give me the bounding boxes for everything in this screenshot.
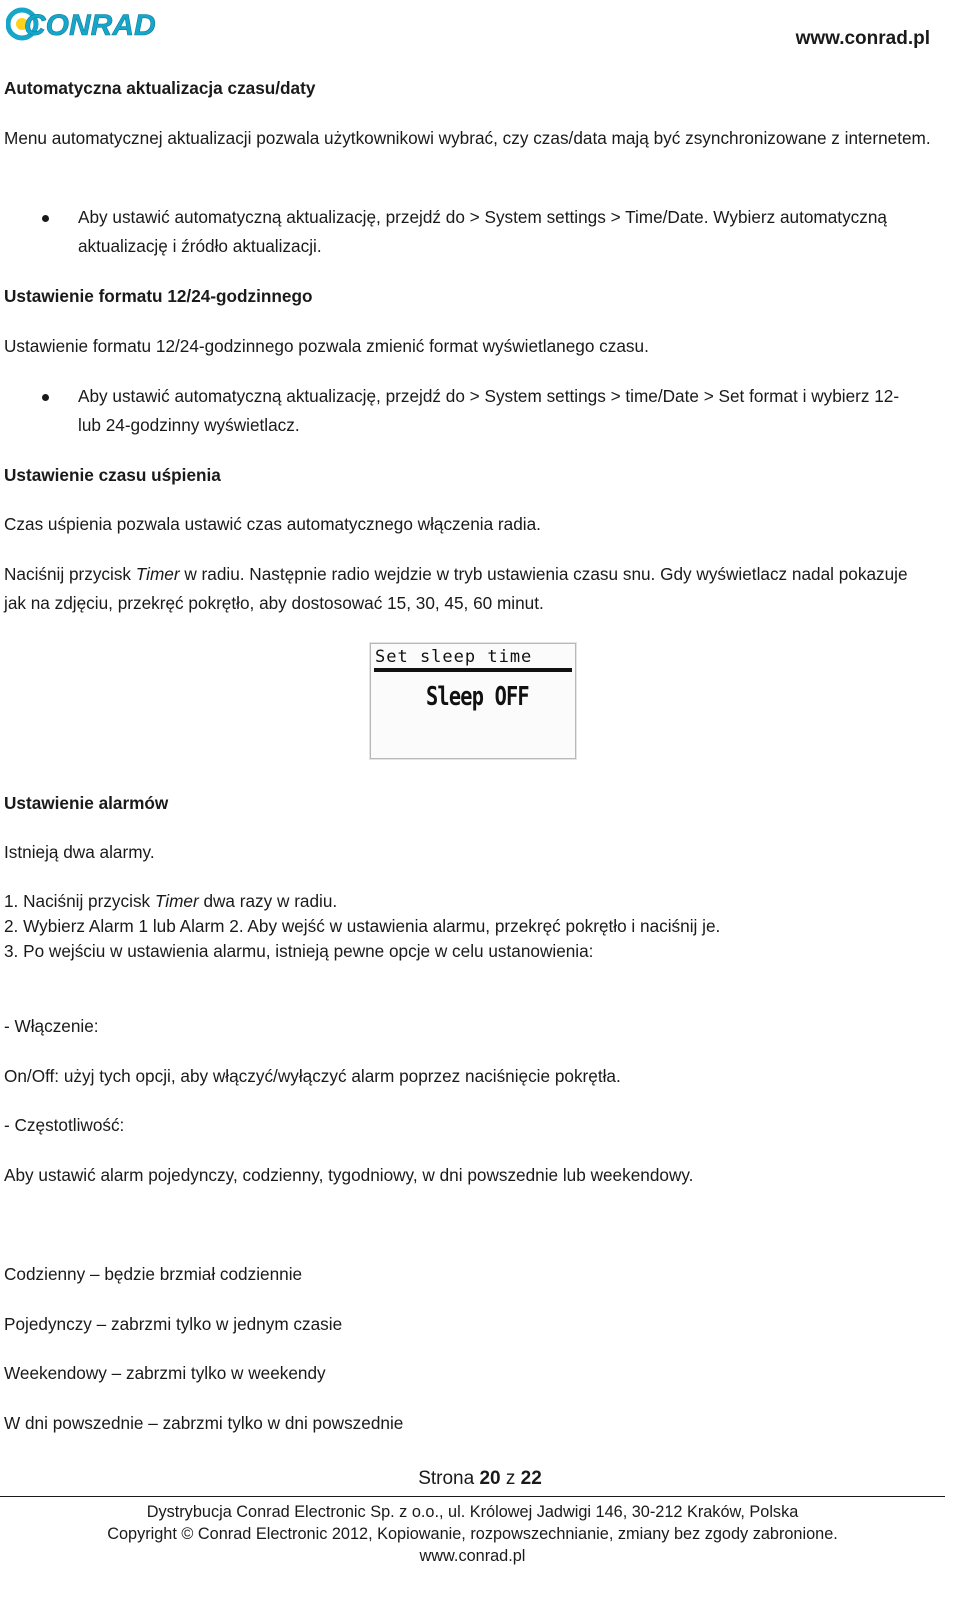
heading-alarms: Ustawienie alarmów: [4, 793, 169, 813]
option-single: Pojedynczy – zabrzmi tylko w jednym czasie: [4, 1314, 343, 1334]
timer-button-ref: Timer: [154, 891, 199, 911]
page-sep: z: [500, 1468, 521, 1489]
alarm-on-heading: - Włączenie:: [4, 1016, 99, 1036]
auto-update-bullet-text: Aby ustawić automatyczną aktualizację, przejdź do > System settings > Time/Date. Wybierz automatyczną aktualizację i źródło aktualizacji.: [78, 207, 887, 256]
heading-auto-update: Automatyczna aktualizacja czasu/daty: [4, 78, 316, 98]
sleep-time-display-image: [370, 643, 576, 759]
display-divider: [374, 668, 572, 672]
bullet-icon: [42, 394, 49, 401]
footer-copyright: Copyright © Conrad Electronic 2012, Kopiowanie, rozpowszechnianie, zmiany bez zgody zabronione.: [107, 1525, 838, 1543]
display-value: Sleep OFF: [426, 682, 529, 712]
auto-update-body: Menu automatycznej aktualizacji pozwala użytkownikowi wybrać, czy czas/data mają być zsynchronizowane z internetem.: [4, 128, 931, 148]
alarm-frequency-heading: - Częstotliwość:: [4, 1115, 125, 1135]
page-number: [0, 1468, 960, 1490]
alarm-step-2: 2. Wybierz Alarm 1 lub Alarm 2. Aby wejść w ustawienia alarmu, przekręć pokrętło i naciśnij je.: [4, 916, 721, 936]
option-daily: Codzienny – będzie brzmiał codziennie: [4, 1264, 303, 1284]
display-title: Set sleep time: [375, 647, 533, 667]
heading-format: Ustawienie formatu 12/24-godzinnego: [4, 286, 313, 306]
logo-text: CONRAD: [24, 9, 156, 42]
alarm-step-1-pre: 1. Naciśnij przycisk: [4, 891, 155, 911]
page-current: 20: [479, 1468, 501, 1489]
footer-divider: [0, 1496, 945, 1497]
page-label: Strona: [418, 1468, 480, 1489]
sleep-body: Czas uśpienia pozwala ustawić czas automatycznego włączenia radia.: [4, 514, 541, 534]
format-bullet-text: Aby ustawić automatyczną aktualizację, przejdź do > System settings > time/Date > Set format i wybierz 12- lub 24-godzinny wyświetlacz.: [78, 386, 900, 435]
alarms-intro: Istnieją dwa alarmy.: [4, 842, 155, 862]
sleep-instruction-post: w radiu. Następnie radio wejdzie w tryb ustawienia czasu snu. Gdy wyświetlacz nadal pokazuje jak na zdjęciu, przekręć pokrętło, aby dostosować 15, 30, 45, 60 minut.: [4, 564, 908, 613]
bullet-icon: [42, 215, 49, 222]
header-url[interactable]: www.conrad.pl: [795, 28, 930, 49]
format-body: Ustawienie formatu 12/24-godzinnego pozwala zmienić format wyświetlanego czasu.: [4, 336, 649, 356]
sleep-instruction-pre: Naciśnij przycisk: [4, 564, 136, 584]
page-total: 22: [520, 1468, 542, 1489]
alarm-frequency-body: Aby ustawić alarm pojedynczy, codzienny, tygodniowy, w dni powszednie lub weekendowy.: [4, 1165, 694, 1185]
page-footer: [0, 1468, 960, 1490]
timer-button-ref: Timer: [135, 564, 180, 584]
option-weekday: W dni powszednie – zabrzmi tylko w dni powszednie: [4, 1413, 404, 1433]
footer-distribution: Dystrybucja Conrad Electronic Sp. z o.o., ul. Królowej Jadwigi 146, 30-212 Kraków, Polska: [146, 1503, 799, 1521]
alarm-on-body: On/Off: użyj tych opcji, aby włączyć/wyłączyć alarm poprzez naciśnięcie pokrętła.: [4, 1066, 621, 1086]
footer-url[interactable]: www.conrad.pl: [419, 1547, 526, 1565]
alarm-step-1-post: dwa razy w radiu.: [198, 891, 338, 911]
alarm-step-3: 3. Po wejściu w ustawienia alarmu, istnieją pewne opcje w celu ustanowienia:: [4, 941, 594, 961]
conrad-logo: [6, 4, 158, 44]
heading-sleep: Ustawienie czasu uśpienia: [4, 465, 221, 485]
option-weekend: Weekendowy – zabrzmi tylko w weekendy: [4, 1363, 326, 1383]
sleep-instruction: [4, 560, 934, 618]
